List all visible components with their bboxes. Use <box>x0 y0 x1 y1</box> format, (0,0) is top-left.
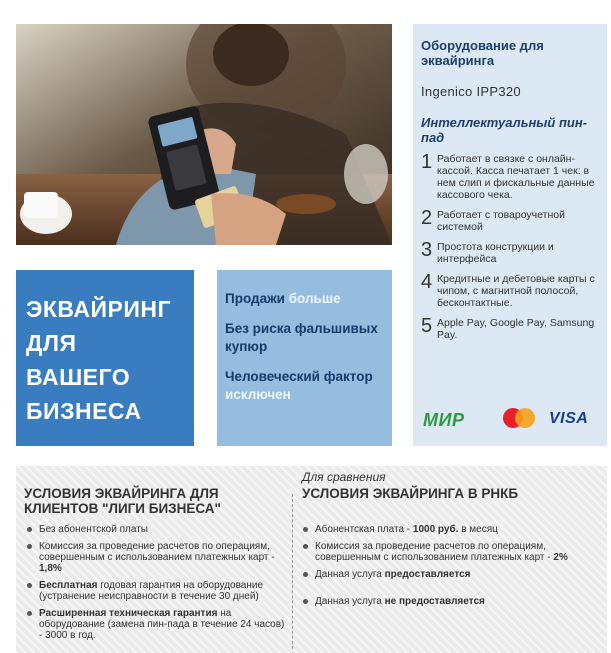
condition-item <box>302 541 602 563</box>
feature-number: 1 <box>421 151 433 173</box>
condition-item <box>26 608 288 641</box>
benefit-no-counterfeit <box>225 320 392 356</box>
feature-item <box>421 317 599 341</box>
condition-text: Данная услуга <box>315 596 385 607</box>
feature-text: Работает с товароучетной системой <box>437 209 565 233</box>
hero-photo-pos-terminal <box>16 24 392 245</box>
rnkb-conditions-title: УСЛОВИЯ ЭКВАЙРИНГА В РНКБ <box>302 486 519 501</box>
benefit-dark-text: Без риска фальшивых купюр <box>225 321 378 354</box>
condition-item <box>26 541 288 574</box>
benefit-dark-text: Человеческий фактор <box>225 369 373 384</box>
feature-number: 5 <box>421 315 433 337</box>
hero-title <box>26 292 184 428</box>
condition-bold-text: 2% <box>553 552 568 563</box>
condition-text: Без абонентской платы <box>39 524 148 535</box>
column-divider <box>292 494 293 649</box>
payment-logos <box>421 407 599 431</box>
equipment-subtitle: Интеллектуальный пин-пад <box>421 115 588 145</box>
liga-conditions-list <box>26 524 288 647</box>
equipment-title: Оборудование для эквайринга <box>421 38 544 68</box>
condition-item <box>26 524 288 535</box>
condition-bold-text: 1000 руб. <box>412 524 459 535</box>
condition-bold-text: предоставляется <box>384 569 471 580</box>
visa-logo: VISA <box>549 410 589 427</box>
feature-text: Apple Pay, Google Pay, Samsung Pay. <box>437 317 595 341</box>
mastercard-yellow-circle <box>515 408 535 428</box>
mastercard-logo <box>503 408 535 428</box>
benefit-human-factor <box>225 368 392 404</box>
condition-item <box>302 524 602 535</box>
condition-item <box>26 580 288 602</box>
feature-number: 2 <box>421 207 433 229</box>
condition-text: в месяц <box>458 524 498 535</box>
liga-conditions-title: УСЛОВИЯ ЭКВАЙРИНГА ДЛЯ КЛИЕНТОВ "ЛИГИ БИЗНЕСА" <box>24 486 221 516</box>
condition-text: Комиссия за проведение расчетов по операциям, совершенным с использованием платежных карт - <box>39 541 275 563</box>
hero-title-line: БИЗНЕСА <box>26 398 142 424</box>
condition-bold-text: Расширенная техническая гарантия <box>39 608 218 619</box>
feature-text: Простота конструкции и интерфейса <box>437 241 554 265</box>
benefit-light-text: исключен <box>225 387 291 402</box>
mir-logo: МИР <box>423 410 465 430</box>
hero-title-line: ВАШЕГО <box>26 364 131 390</box>
condition-text: Комиссия за проведение расчетов по операциям, совершенным с использованием платежных карт - <box>315 541 554 563</box>
compare-label: Для сравнения <box>302 470 386 484</box>
feature-number: 4 <box>421 271 433 293</box>
hero-banner <box>16 270 194 446</box>
benefit-light-text: больше <box>284 291 341 306</box>
feature-item <box>421 209 599 233</box>
condition-text: годовая гарантия на оборудование (устранение неисправности в течение 30 дней) <box>39 580 264 602</box>
benefit-dark-text: Продажи <box>225 291 285 306</box>
feature-text: Работает в связке с онлайн-кассой. Касса печатает 1 чек: в нем слип и фискальные данные кассового чека. <box>437 153 595 201</box>
feature-item <box>421 241 599 265</box>
benefit-sales <box>225 290 392 308</box>
condition-bold-text: 1,8% <box>39 563 62 574</box>
benefits-block <box>217 270 392 446</box>
condition-bold-text: Бесплатная <box>39 580 98 591</box>
feature-item <box>421 273 599 309</box>
feature-text: Кредитные и дебетовые карты с чипом, с магнитной полосой, бесконтактные. <box>437 273 595 309</box>
condition-text: Данная услуга <box>315 569 385 580</box>
condition-text: на оборудование (замена пин-пада в течение 24 часов) - 3000 в год. <box>39 608 285 641</box>
feature-number: 3 <box>421 239 433 261</box>
condition-item <box>302 596 602 607</box>
photo-illustration <box>16 24 392 245</box>
equipment-panel <box>413 24 607 446</box>
feature-item <box>421 153 599 201</box>
condition-text: Абонентская плата - <box>315 524 413 535</box>
condition-bold-text: не предоставляется <box>384 596 485 607</box>
condition-item <box>302 569 602 580</box>
rnkb-conditions-list <box>302 524 602 613</box>
conditions-section <box>16 466 607 653</box>
hero-title-line: ДЛЯ <box>26 330 77 356</box>
hero-title-line: ЭКВАЙРИНГ <box>26 296 172 322</box>
equipment-model: Ingenico IPP320 <box>421 84 521 99</box>
